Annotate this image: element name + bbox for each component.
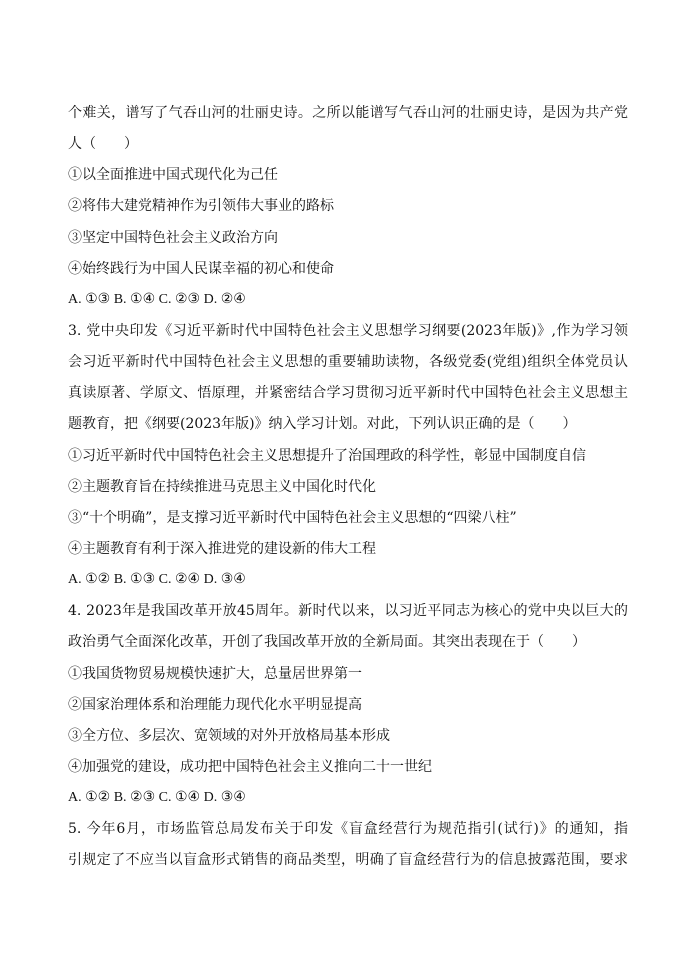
question-4-stem: 4. 2023年是我国改革开放45周年。新时代以来，以习近平同志为核心的党中央以巨大的 (68, 603, 628, 619)
text-line: ④始终践行为中国人民谋幸福的初心和使命 (68, 261, 334, 277)
text-line: 个难关，谱写了气吞山河的壮丽史诗。之所以能谱写气吞山河的壮丽史诗，是因为共产党 (68, 105, 628, 121)
question-3-stem: 3. 党中央印发《习近平新时代中国特色社会主义思想学习纲要(2023年版)》,作为学习领 (68, 323, 628, 339)
answer-options: A. ①② B. ②③ C. ①④ D. ③④ (68, 790, 246, 805)
text-line: ①习近平新时代中国特色社会主义思想提升了治国理政的科学性，彰显中国制度自信 (68, 448, 586, 464)
text-line: ②主题教育旨在持续推进马克思主义中国化时代化 (68, 479, 376, 495)
text-line: ①我国货物贸易规模快速扩大，总量居世界第一 (68, 666, 362, 682)
text-line: 真读原著、学原文、悟原理，并紧密结合学习贯彻习近平新时代中国特色社会主义思想主 (68, 385, 628, 401)
text-line: ③坚定中国特色社会主义政治方向 (68, 230, 278, 246)
text-line: 人（ ） (68, 136, 138, 152)
text-line: 题教育，把《纲要(2023年版)》纳入学习计划。对此，下列认识正确的是（ ） (68, 416, 577, 432)
text-line: ①以全面推进中国式现代化为己任 (68, 167, 278, 183)
text-line: ③“十个明确”，是支撑习近平新时代中国特色社会主义思想的“四梁八柱” (68, 510, 517, 526)
text-line: ③全方位、多层次、宽领域的对外开放格局基本形成 (68, 728, 390, 744)
text-line: 政治勇气全面深化改革，开创了我国改革开放的全新局面。其突出表现在于（ ） (68, 634, 586, 650)
text-line: 会习近平新时代中国特色社会主义思想的重要辅助读物，各级党委(党组)组织全体党员认 (68, 354, 628, 370)
answer-options: A. ①② B. ①③ C. ②④ D. ③④ (68, 572, 246, 587)
text-line: ④主题教育有利于深入推进党的建设新的伟大工程 (68, 541, 376, 557)
text-line: ②国家治理体系和治理能力现代化水平明显提高 (68, 697, 362, 713)
text-line: ②将伟大建党精神作为引领伟大事业的路标 (68, 198, 334, 214)
question-5-stem: 5. 今年6月，市场监管总局发布关于印发《盲盒经营行为规范指引(试行)》的通知，指 (68, 821, 628, 837)
text-line: ④加强党的建设，成功把中国特色社会主义推向二十一世纪 (68, 759, 432, 775)
text-line: 引规定了不应当以盲盒形式销售的商品类型，明确了盲盒经营行为的信息披露范围，要求 (68, 852, 628, 868)
answer-options: A. ①③ B. ①④ C. ②③ D. ②④ (68, 292, 246, 307)
